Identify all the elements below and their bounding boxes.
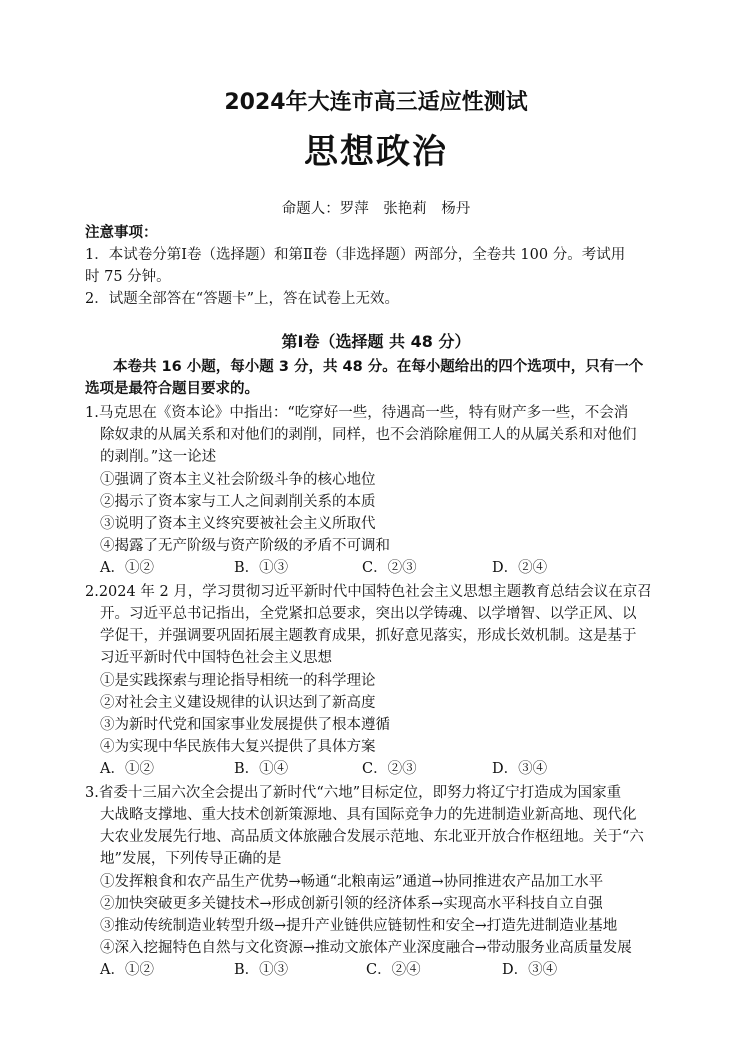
question-1-statement: ②揭示了资本家与工人之间剥削关系的本质 (100, 494, 376, 510)
notice-item-2: 2．试题全部答在“答题卡”上，答在试卷上无效。 (85, 291, 400, 307)
question-2-statement: ②对社会主义建设规律的认识达到了新高度 (100, 695, 376, 711)
authors-line: 命题人：罗萍 张艳莉 杨丹 (281, 201, 471, 217)
question-2-stem: 学促干，并强调要巩固拓展主题教育成果，抓好意见落实，形成长效机制。这是基于 (100, 628, 637, 644)
question-2-option-a[interactable]: A．①② (100, 761, 154, 777)
question-3-statement: ②加快突破更多关键技术→形成创新引领的经济体系→实现高水平科技自立自强 (100, 896, 603, 912)
question-1-stem: 除奴隶的从属关系和对他们的剥削，同样，也不会消除雇佣工人的从属关系和对他们 (100, 427, 637, 443)
question-3-option-a[interactable]: A．①② (100, 962, 154, 978)
question-3-option-c[interactable]: C．②④ (366, 962, 421, 978)
question-3-stem: 地”发展，下列传导正确的是 (100, 851, 282, 867)
question-2-statement: ③为新时代党和国家事业发展提供了根本遵循 (100, 717, 390, 733)
question-2-stem: 开。习近平总书记指出，全党紧扣总要求，突出以学铸魂、以学增智、以学正风、以 (100, 606, 637, 622)
notice-heading: 注意事项： (85, 225, 158, 241)
question-2-option-d[interactable]: D．③④ (492, 761, 548, 777)
section-heading: 第Ⅰ卷（选择题 共 48 分） (281, 332, 471, 351)
subject-title: 思想政治 (304, 132, 448, 172)
question-1-option-b[interactable]: B．①③ (234, 560, 289, 576)
question-2-statement: ①是实践探索与理论指导相统一的科学理论 (100, 673, 376, 689)
question-1-stem: 的剥削。”这一论述 (100, 449, 217, 465)
question-2-option-b[interactable]: B．①④ (234, 761, 289, 777)
notice-item-1: 1．本试卷分第Ⅰ卷（选择题）和第Ⅱ卷（非选择题）两部分，全卷共 100 分。考试用 (85, 247, 626, 263)
question-3-statement: ③推动传统制造业转型升级→提升产业链供应链韧性和安全→打造先进制造业基地 (100, 918, 618, 934)
question-3-option-b[interactable]: B．①③ (234, 962, 289, 978)
question-2-stem: 习近平新时代中国特色社会主义思想 (100, 650, 332, 666)
question-3-stem: 大战略支撑地、重大技术创新策源地、具有国际竞争力的先进制造业新高地、现代化 (100, 807, 637, 823)
question-2-stem: 2.2024 年 2 月，学习贯彻习近平新时代中国特色社会主义思想主题教育总结会议在京召 (85, 584, 652, 600)
section-intro-cont: 选项是最符合题目要求的。 (85, 381, 259, 397)
question-1-stem: 1.马克思在《资本论》中指出：“吃穿好一些，待遇高一些，特有财产多一些，不会消 (85, 405, 629, 421)
question-2-statement: ④为实现中华民族伟大复兴提供了具体方案 (100, 739, 376, 755)
question-3-statement: ①发挥粮食和农产品生产优势→畅通“北粮南运”通道→协同推进农产品加工水平 (100, 874, 604, 890)
question-1-option-d[interactable]: D．②④ (492, 560, 548, 576)
question-3-stem: 3.省委十三届六次全会提出了新时代“六地”目标定位，即努力将辽宁打造成为国家重 (85, 785, 622, 801)
question-3-option-d[interactable]: D．③④ (502, 962, 558, 978)
question-3-stem: 大农业发展先行地、高品质文体旅融合发展示范地、东北亚开放合作枢纽地。关于“六 (100, 829, 644, 845)
question-1-statement: ①强调了资本主义社会阶级斗争的核心地位 (100, 472, 376, 488)
notice-item-1-cont: 时 75 分钟。 (85, 269, 171, 285)
question-1-statement: ④揭露了无产阶级与资产阶级的矛盾不可调和 (100, 538, 390, 554)
question-1-option-c[interactable]: C．②③ (362, 560, 417, 576)
question-1-option-a[interactable]: A．①② (100, 560, 154, 576)
section-intro: 本卷共 16 小题，每小题 3 分，共 48 分。在每小题给出的四个选项中，只有一个 (113, 359, 644, 375)
question-1-statement: ③说明了资本主义终究要被社会主义所取代 (100, 516, 376, 532)
question-3-statement: ④深入挖掘特色自然与文化资源→推动文旅体产业深度融合→带动服务业高质量发展 (100, 940, 632, 956)
exam-title: 2024年大连市高三适应性测试 (224, 90, 528, 115)
question-2-option-c[interactable]: C．②③ (362, 761, 417, 777)
